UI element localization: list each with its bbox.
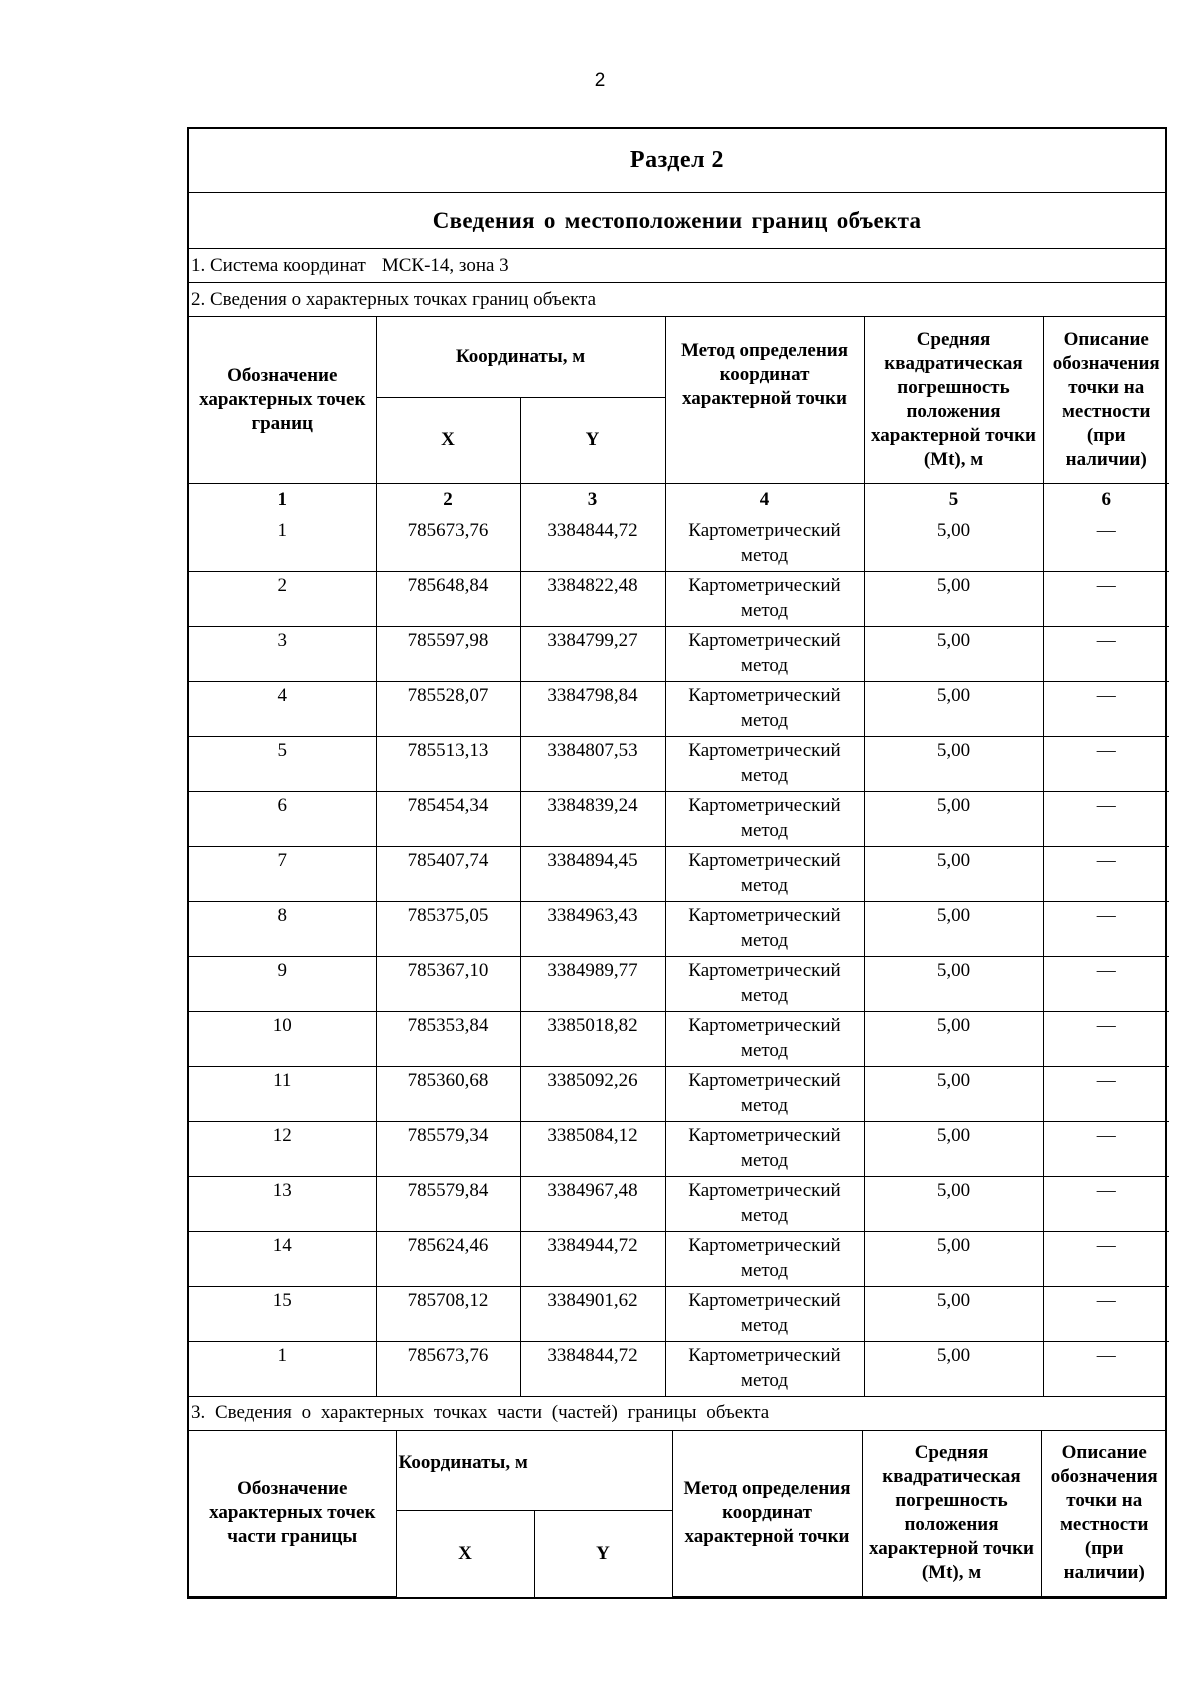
- mt-cell: 5,00: [864, 901, 1043, 956]
- column-number: 1: [189, 483, 376, 517]
- y-coordinate-cell: 3384989,77: [520, 956, 665, 1011]
- x-coordinate-cell: 785454,34: [376, 791, 520, 846]
- mt-cell: 5,00: [864, 736, 1043, 791]
- method-cell: Картометрический метод: [665, 901, 864, 956]
- description-cell: —: [1043, 1231, 1169, 1286]
- x-coordinate-cell: 785360,68: [376, 1066, 520, 1121]
- part-header-y: Y: [534, 1511, 672, 1597]
- table-row: [189, 1176, 1169, 1231]
- x-coordinate-cell: 785673,76: [376, 1341, 520, 1396]
- method-cell: Картометрический метод: [665, 626, 864, 681]
- mt-cell: 5,00: [864, 1286, 1043, 1341]
- x-coordinate-cell: 785624,46: [376, 1231, 520, 1286]
- x-coordinate-cell: 785579,84: [376, 1176, 520, 1231]
- y-coordinate-cell: 3385084,12: [520, 1121, 665, 1176]
- description-cell: —: [1043, 1341, 1169, 1396]
- point-number-cell: 5: [189, 736, 376, 791]
- x-coordinate-cell: 785673,76: [376, 517, 520, 572]
- mt-cell: 5,00: [864, 517, 1043, 572]
- mt-cell: 5,00: [864, 1011, 1043, 1066]
- points-table-body: [189, 517, 1169, 1396]
- point-number-cell: 1: [189, 1341, 376, 1396]
- x-coordinate-cell: 785708,12: [376, 1286, 520, 1341]
- y-coordinate-cell: 3384799,27: [520, 626, 665, 681]
- column-number: 4: [665, 483, 864, 517]
- mt-cell: 5,00: [864, 1066, 1043, 1121]
- method-cell: Картометрический метод: [665, 571, 864, 626]
- y-coordinate-cell: 3384963,43: [520, 901, 665, 956]
- description-cell: —: [1043, 846, 1169, 901]
- method-cell: Картометрический метод: [665, 1121, 864, 1176]
- point-number-cell: 12: [189, 1121, 376, 1176]
- method-cell: Картометрический метод: [665, 736, 864, 791]
- points-table-block: [189, 317, 1165, 1397]
- table-row: [189, 1341, 1169, 1396]
- table-row: [189, 736, 1169, 791]
- method-cell: Картометрический метод: [665, 1231, 864, 1286]
- table-row: [189, 517, 1169, 572]
- table-row: [189, 1066, 1169, 1121]
- method-cell: Картометрический метод: [665, 1286, 864, 1341]
- mt-cell: 5,00: [864, 1121, 1043, 1176]
- part-points-table-caption: 3. Сведения о характерных точках части (частей) границы объекта: [189, 1397, 1165, 1431]
- description-cell: —: [1043, 681, 1169, 736]
- y-coordinate-cell: 3384901,62: [520, 1286, 665, 1341]
- point-number-cell: 9: [189, 956, 376, 1011]
- description-cell: —: [1043, 956, 1169, 1011]
- header-description: Описание обозначения точки на местности (при наличии): [1043, 317, 1169, 483]
- y-coordinate-cell: 3384822,48: [520, 571, 665, 626]
- table-row: [189, 956, 1169, 1011]
- description-cell: —: [1043, 1121, 1169, 1176]
- header-coords: Координаты, м: [376, 317, 665, 397]
- mt-cell: 5,00: [864, 626, 1043, 681]
- y-coordinate-cell: 3384844,72: [520, 1341, 665, 1396]
- x-coordinate-cell: 785579,34: [376, 1121, 520, 1176]
- coord-system-line: [189, 249, 1165, 283]
- method-cell: Картометрический метод: [665, 1011, 864, 1066]
- method-cell: Картометрический метод: [665, 791, 864, 846]
- y-coordinate-cell: 3384844,72: [520, 517, 665, 572]
- x-coordinate-cell: 785513,13: [376, 736, 520, 791]
- mt-cell: 5,00: [864, 1231, 1043, 1286]
- point-number-cell: 14: [189, 1231, 376, 1286]
- method-cell: Картометрический метод: [665, 1176, 864, 1231]
- method-cell: Картометрический метод: [665, 681, 864, 736]
- y-coordinate-cell: 3384839,24: [520, 791, 665, 846]
- table-row: [189, 791, 1169, 846]
- table-row: [189, 626, 1169, 681]
- point-number-cell: 8: [189, 901, 376, 956]
- point-number-cell: 6: [189, 791, 376, 846]
- y-coordinate-cell: 3384798,84: [520, 681, 665, 736]
- description-cell: —: [1043, 517, 1169, 572]
- description-cell: —: [1043, 1286, 1169, 1341]
- y-coordinate-cell: 3385018,82: [520, 1011, 665, 1066]
- x-coordinate-cell: 785353,84: [376, 1011, 520, 1066]
- point-number-cell: 4: [189, 681, 376, 736]
- table-row: [189, 901, 1169, 956]
- part-header-x: X: [396, 1511, 534, 1597]
- x-coordinate-cell: 785528,07: [376, 681, 520, 736]
- x-coordinate-cell: 785367,10: [376, 956, 520, 1011]
- part-points-table-block: [189, 1431, 1165, 1598]
- header-method: Метод определения координат характерной точки: [665, 317, 864, 483]
- section-subtitle: Сведения о местоположении границ объекта: [189, 193, 1165, 249]
- table-row: [189, 1231, 1169, 1286]
- column-number: 6: [1043, 483, 1169, 517]
- coord-system-value: МСК-14, зона 3: [381, 254, 509, 276]
- point-number-cell: 10: [189, 1011, 376, 1066]
- x-coordinate-cell: 785597,98: [376, 626, 520, 681]
- y-coordinate-cell: 3384894,45: [520, 846, 665, 901]
- column-number: 2: [376, 483, 520, 517]
- point-number-cell: 1: [189, 517, 376, 572]
- document-frame: [187, 127, 1167, 1599]
- y-coordinate-cell: 3385092,26: [520, 1066, 665, 1121]
- part-header-method: Метод определения координат характерной точки: [672, 1431, 862, 1597]
- description-cell: —: [1043, 1066, 1169, 1121]
- description-cell: —: [1043, 1176, 1169, 1231]
- header-x: X: [376, 397, 520, 483]
- table-row: [189, 1011, 1169, 1066]
- mt-cell: 5,00: [864, 1176, 1043, 1231]
- points-table-caption: 2. Сведения о характерных точках границ объекта: [189, 283, 1165, 317]
- x-coordinate-cell: 785375,05: [376, 901, 520, 956]
- description-cell: —: [1043, 571, 1169, 626]
- y-coordinate-cell: 3384967,48: [520, 1176, 665, 1231]
- description-cell: —: [1043, 901, 1169, 956]
- page-number: 2: [594, 70, 606, 91]
- description-cell: —: [1043, 1011, 1169, 1066]
- point-number-cell: 11: [189, 1066, 376, 1121]
- table-row: [189, 681, 1169, 736]
- description-cell: —: [1043, 626, 1169, 681]
- point-number-cell: 13: [189, 1176, 376, 1231]
- column-number: 3: [520, 483, 665, 517]
- column-number: 5: [864, 483, 1043, 517]
- y-coordinate-cell: 3384807,53: [520, 736, 665, 791]
- header-error: Средняя квадратическая погрешность положения характерной точки (Mt), м: [864, 317, 1043, 483]
- part-header-designation: Обозначение характерных точек части границы: [189, 1431, 396, 1597]
- part-header-coords: Координаты, м: [396, 1431, 672, 1511]
- method-cell: Картометрический метод: [665, 1066, 864, 1121]
- point-number-cell: 7: [189, 846, 376, 901]
- mt-cell: 5,00: [864, 846, 1043, 901]
- part-header-error: Средняя квадратическая погрешность положения характерной точки (Mt), м: [862, 1431, 1041, 1597]
- header-y: Y: [520, 397, 665, 483]
- mt-cell: 5,00: [864, 1341, 1043, 1396]
- description-cell: —: [1043, 736, 1169, 791]
- part-header-description: Описание обозначения точки на местности (при наличии): [1041, 1431, 1167, 1597]
- x-coordinate-cell: 785648,84: [376, 571, 520, 626]
- mt-cell: 5,00: [864, 681, 1043, 736]
- mt-cell: 5,00: [864, 791, 1043, 846]
- method-cell: Картометрический метод: [665, 1341, 864, 1396]
- method-cell: Картометрический метод: [665, 956, 864, 1011]
- mt-cell: 5,00: [864, 571, 1043, 626]
- section-title: Раздел 2: [189, 129, 1165, 193]
- y-coordinate-cell: 3384944,72: [520, 1231, 665, 1286]
- method-cell: Картометрический метод: [665, 846, 864, 901]
- point-number-cell: 15: [189, 1286, 376, 1341]
- table-row: [189, 1286, 1169, 1341]
- table-row: [189, 846, 1169, 901]
- table-row: [189, 1121, 1169, 1176]
- table-row: [189, 571, 1169, 626]
- description-cell: —: [1043, 791, 1169, 846]
- coord-system-label: 1. Система координат: [191, 254, 366, 276]
- method-cell: Картометрический метод: [665, 517, 864, 572]
- column-numbers-row: [189, 483, 1169, 517]
- points-table: [189, 317, 1169, 1396]
- mt-cell: 5,00: [864, 956, 1043, 1011]
- header-designation: Обозначение характерных точек границ: [189, 317, 376, 483]
- x-coordinate-cell: 785407,74: [376, 846, 520, 901]
- point-number-cell: 3: [189, 626, 376, 681]
- part-points-table: [189, 1431, 1167, 1598]
- point-number-cell: 2: [189, 571, 376, 626]
